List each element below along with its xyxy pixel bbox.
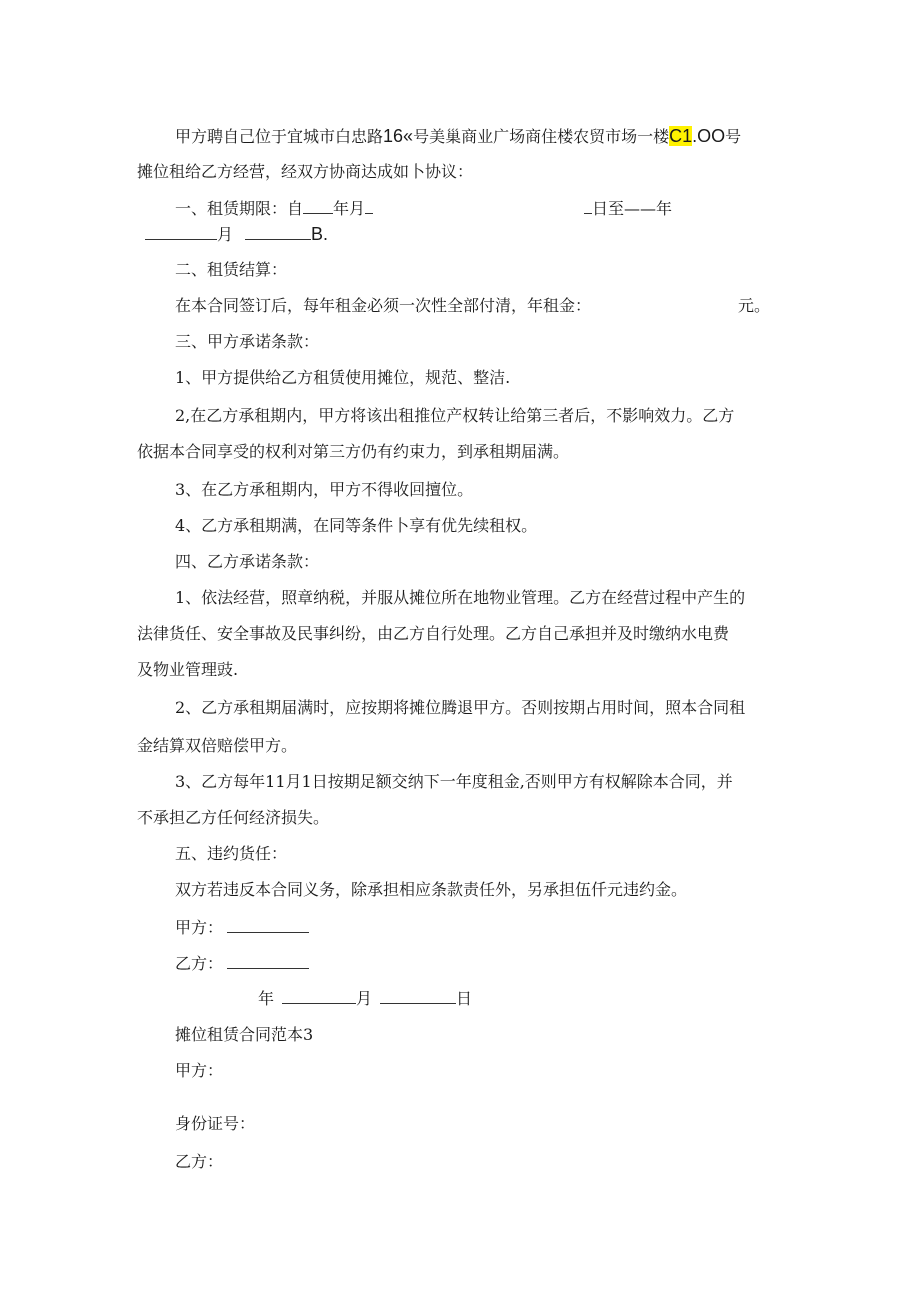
date-year-label: 年 [258, 989, 275, 1008]
term-start-month-blank [365, 198, 373, 214]
party-a-clause-2-line-2: 依据本合同享受的权利对第三方仍有约束力，到承租期届满。 [137, 442, 570, 461]
signature-party-b-blank [227, 953, 309, 969]
intro-text-b: 号美巢商业广场商住楼农贸市场一楼 [413, 127, 670, 146]
term-start-year-blank [303, 198, 333, 214]
date-day-blank [380, 988, 456, 1004]
party-b-clause-2-line-2: 金结算双倍赔偿甲方。 [137, 736, 298, 755]
term-text-d: 月 [217, 225, 234, 244]
signature-date [258, 988, 472, 1009]
term-text-b: 年月 [333, 199, 366, 218]
party-b-clause-1-line-2: 法律货任、安全事故及民事纠纷，由乙方自行处理。乙方自己承担并及时缴纳水电费 [137, 624, 730, 643]
term-end-day-blank [584, 198, 592, 214]
settlement-unit: 元。 [738, 296, 771, 315]
term-text-a: 一、租赁期限：自 [175, 199, 304, 218]
next-contract-party-a: 甲方： [175, 1061, 224, 1080]
signature-party-a-label: 甲方： [175, 918, 224, 937]
term-line-2 [145, 224, 328, 245]
signature-party-b-label: 乙方： [175, 954, 224, 973]
intro-text-c: 号 [725, 127, 742, 146]
date-month-label: 月 [356, 989, 373, 1008]
signature-party-a-blank [227, 917, 309, 933]
term-blank-2 [245, 224, 311, 240]
intro-line-1 [175, 126, 741, 147]
date-day-label: 日 [456, 989, 473, 1008]
party-b-clause-2-line-1: 2、乙方承租期届满时，应按期将摊位腾退甲方。否则按期占用时间，照本合同租 [175, 698, 746, 717]
intro-text-a: 甲方聘自己位于宜城市白忠路 [175, 127, 384, 146]
breach-heading: 五、违约货任： [175, 844, 288, 863]
intro-code-rest: .OO [692, 126, 726, 146]
term-line-1 [175, 198, 373, 219]
party-a-clause-2-line-1: 2,在乙方承租期内，甲方将该出租推位产权转让给第三者后，不影响效力。乙方 [175, 406, 735, 425]
intro-code-highlight: C1 [669, 126, 693, 146]
signature-party-b [175, 953, 309, 974]
breach-text: 双方若违反本合同义务，除承担相应条款责任外，另承担伍仟元违约金。 [175, 880, 688, 899]
party-b-clause-1-line-1: 1、依法经营，照章纳税，并服从摊位所在地物业管理。乙方在经营过程中产生的 [175, 588, 746, 607]
settlement-text: 在本合同签订后，每年租金必须一次性全部付清，年租金： [175, 296, 592, 315]
settlement-heading: 二、租赁结算： [175, 260, 288, 279]
term-blank-1 [145, 224, 217, 240]
party-b-clause-3-line-1: 3、乙方每年11月1日按期足额交纳下一年度租金,否则甲方有权解除本合同，并 [175, 772, 733, 791]
party-a-clause-4: 4、乙方承租期满，在同等条件卜享有优先续租权。 [175, 516, 538, 535]
term-end [584, 198, 672, 219]
party-a-clause-3: 3、在乙方承租期内，甲方不得收回擅位。 [175, 480, 474, 499]
term-text-c: 日至——年 [592, 199, 673, 218]
party-a-heading: 三、甲方承诺条款： [175, 332, 320, 351]
signature-party-a [175, 917, 309, 938]
next-contract-party-b: 乙方： [175, 1152, 224, 1171]
party-b-clause-3-line-2: 不承担乙方任何经济损失。 [137, 808, 330, 827]
next-contract-title: 摊位租赁合同范本3 [175, 1025, 314, 1044]
date-month-blank [282, 988, 356, 1004]
party-a-clause-1: 1、甲方提供给乙方租赁使用摊位，规范、整洁. [175, 368, 511, 387]
party-b-clause-1-line-3: 及物业管理豉. [137, 660, 239, 679]
intro-line-2: 摊位租给乙方经营，经双方协商达成如卜协议： [137, 162, 474, 181]
next-contract-id-number: 身份证号： [175, 1114, 256, 1133]
party-b-heading: 四、乙方承诺条款： [175, 552, 320, 571]
intro-number: 16« [383, 126, 414, 146]
term-text-e: B. [311, 224, 329, 244]
